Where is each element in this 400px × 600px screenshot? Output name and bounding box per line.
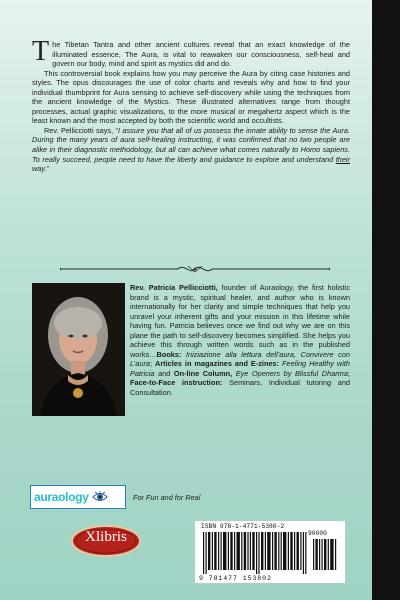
eye-icon (92, 491, 108, 503)
tagline: For Fun and for Real (133, 493, 201, 502)
articles-label: Articles in magazines and E-zines: (155, 359, 280, 369)
logo-text: auraology (34, 490, 89, 504)
books-list: Iniziazione alla lettura dell’aura, Convivere con L’aura (130, 349, 350, 369)
f2f-label: Face-to-Face instruction: (130, 378, 223, 388)
paragraph-intro-text: he Tibetan Tantra and other ancient cultures reveal that an exact knowledge of the illuminated essence, The Aura, is vital to reawaken our consciousness, self-heal and govern our body, mind and spirit as mystics did and do. (52, 40, 350, 69)
author-name: Rev. Patricia Pellicciotti, (130, 283, 218, 292)
paragraph-explanation: This controversial book explains how you may perceive the Aura by citing case histories and styles. The opus discourages the use of color charts and reveals why and how to find your individual thumbprint for Aura sensing to achieve self-discovery while using the techniques from the ancient knowledge of the Mystics. These illustrated alternatives range from thought processes, actual graphic visualizations, to the more musical or megahertz aspect which is the least known and the most accepted by both the scientific world and occultists. (32, 68, 350, 126)
publisher-name: Xlibris (85, 529, 127, 545)
quote-underlined-word: their (335, 154, 350, 164)
bio-conjunction: and (154, 368, 174, 378)
column-label: On-line Column, (173, 368, 233, 378)
books-label: Books: (156, 349, 182, 359)
isbn-number: 9 781477 153802 (199, 575, 272, 582)
paragraph-intro (32, 36, 350, 69)
column-name: Eye Openers by Blissful Dharma (232, 368, 348, 378)
articles-list: Feeling Healthy with Patricia (130, 359, 350, 378)
quote-text: I assure you that all of us possess the innate ability to sense the Aura. During the many years of aura self-healing instructing, it was confirmed that no two people are alike in their diagnostic methodology, but all can achieve what comes naturally to Homo sapiens. To really succeed, people need to have the liberty and guidance to explore and understand (32, 125, 350, 164)
photo-spacer (32, 283, 130, 414)
barcode (195, 521, 345, 583)
ornamental-divider (60, 263, 330, 275)
quote-text-end: way. (32, 164, 47, 174)
description-text (32, 36, 350, 174)
barcode-bars (201, 532, 341, 574)
xlibris-logo (70, 523, 142, 559)
book-spine (372, 0, 400, 600)
f2f-text: Seminars, Individual tutoring and Consultation. (130, 378, 350, 398)
quote-lead: Rev. Pellicciotti says, “ (44, 125, 118, 135)
separator: ; (150, 359, 156, 369)
paragraph-quote (32, 126, 350, 174)
quote-close: ” (46, 164, 50, 174)
separator: ; (347, 368, 350, 378)
bio-text: founder of Auraology, the first holistic brand is a mystic, spiritual healer, and author who is known internationally for her clarity and simple techniques that help you unravel your inherent gifts and your mission in this lifetime while having fun. Patricia believes once we find out why we are on this plane the path to self-discovery becomes simplified. She helps you achieve this through written words such as in the published works… (130, 283, 351, 359)
auraology-logo (30, 485, 126, 509)
drop-cap: T (32, 36, 50, 67)
author-bio (32, 283, 350, 414)
isbn-label: ISBN 978-1-4771-5380-2 (201, 523, 285, 530)
price-code: 90000 (308, 530, 327, 537)
